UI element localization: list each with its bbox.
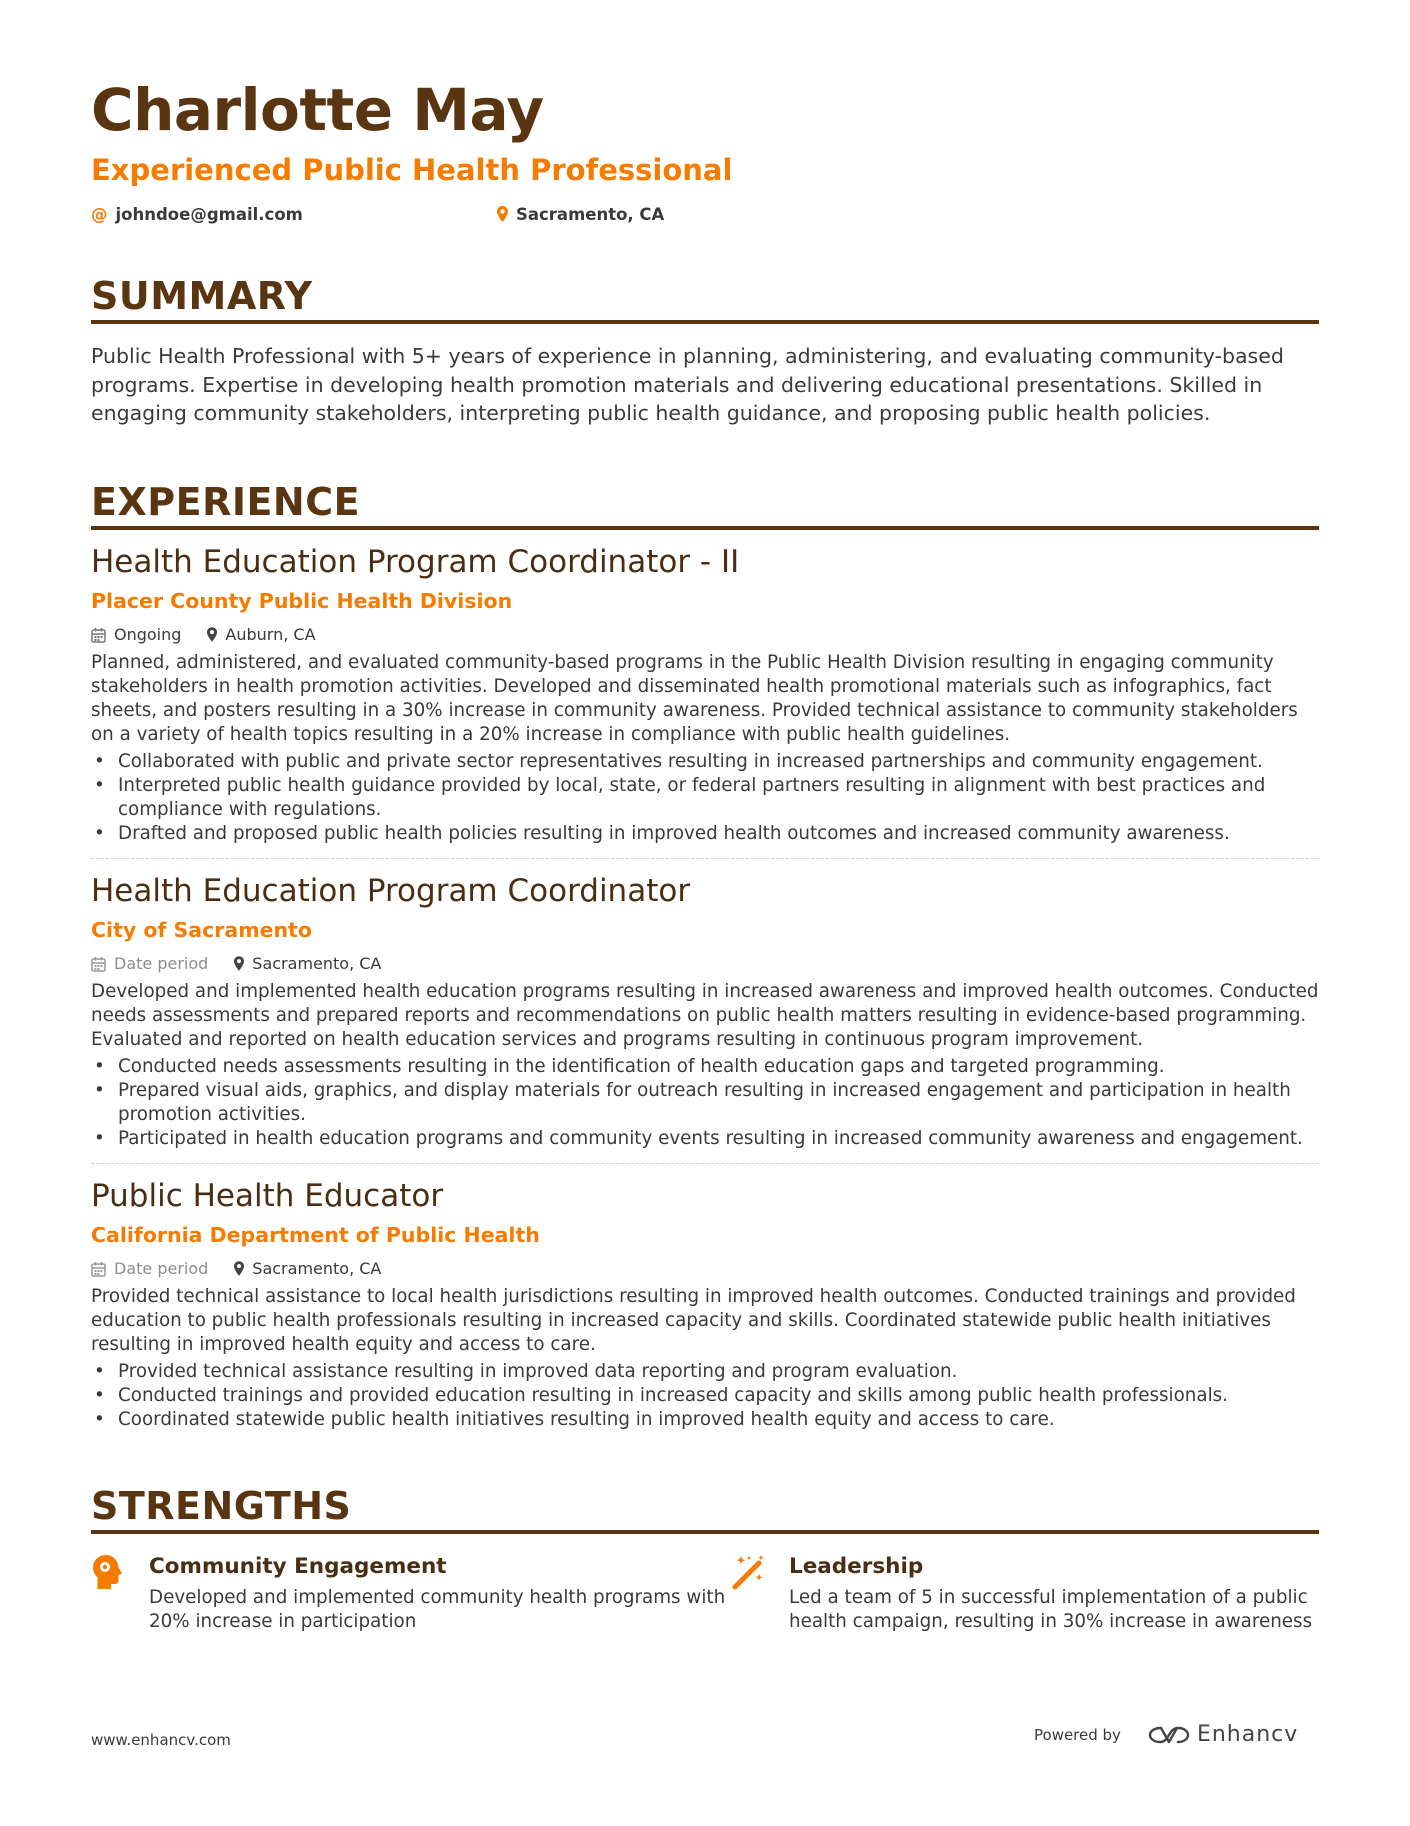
job-description: Provided technical assistance to local health jurisdictions resulting in improved health outcomes. Conducted trainings and provided education to public health professionals resulting in increased capacity and skills. Coordinated statewide public health initiatives resulting in improved health equity and access to care. xyxy=(91,1285,1296,1355)
section-title-experience: EXPERIENCE xyxy=(91,479,361,524)
job-date xyxy=(91,954,208,973)
job-entry xyxy=(91,1176,1319,1432)
job-entry xyxy=(91,542,1319,846)
section-divider xyxy=(91,1530,1319,1534)
job-separator xyxy=(91,858,1319,859)
job-bullets xyxy=(91,750,1319,846)
bullet-item: • Coordinated statewide public health initiatives resulting in improved health equity and access to care. xyxy=(91,1408,1319,1432)
map-pin-icon xyxy=(207,627,217,642)
strength-item xyxy=(91,1552,731,1634)
job-location xyxy=(207,625,315,644)
strength-title: Community Engagement xyxy=(149,1553,447,1579)
map-pin-icon xyxy=(234,1261,244,1276)
bullet-item: • Participated in health education programs and community events resulting in increased community awareness and engagement. xyxy=(91,1127,1319,1151)
at-icon: @ xyxy=(91,204,108,224)
header xyxy=(91,72,1319,226)
bullet-item: • Provided technical assistance resulting in improved data reporting and program evaluation. xyxy=(91,1360,1319,1384)
powered-by-label: Powered by xyxy=(1034,1725,1121,1744)
section-divider xyxy=(91,526,1319,530)
bullet-item: • Interpreted public health guidance provided by local, state, or federal partners resulting in alignment with best practices and compliance with regulations. xyxy=(91,774,1319,822)
strength-item xyxy=(731,1552,1319,1634)
headline: Experienced Public Health Professional xyxy=(91,153,733,187)
bullet-item: • Prepared visual aids, graphics, and display materials for outreach resulting in increased engagement and participation in health promotion activities. xyxy=(91,1079,1319,1127)
calendar-icon xyxy=(91,956,106,972)
calendar-icon xyxy=(91,627,106,643)
summary-section xyxy=(91,272,1319,428)
brand-name: Enhancv xyxy=(1196,1722,1299,1747)
section-divider xyxy=(91,320,1319,324)
contact-row xyxy=(91,202,1319,226)
job-date-text: Date period xyxy=(114,954,209,973)
summary-text: Public Health Professional with 5+ years of experience in planning, administering, and evaluating community-based programs. Expertise in developing health promotion materials and delivering educational presentations. Skilled in engaging community stakeholders, interpreting public health guidance, and proposing public health policies. xyxy=(91,344,1284,425)
company-name: Placer County Public Health Division xyxy=(91,588,513,613)
job-date-text: Date period xyxy=(114,1259,209,1278)
bullet-item: • Drafted and proposed public health policies resulting in improved health outcomes and increased community awareness. xyxy=(91,822,1319,846)
experience-section xyxy=(91,478,1319,1432)
section-title-summary: SUMMARY xyxy=(91,274,313,318)
job-date-text: Ongoing xyxy=(114,625,182,644)
strength-description: Developed and implemented community health programs with 20% increase in participation xyxy=(149,1586,726,1632)
job-description: Planned, administered, and evaluated community-based programs in the Public Health Division resulting in engaging community stakeholders in health promotion activities. Developed and disseminated health promotional materials such as infographics, fact sheets, and posters resulting in a 30% increase in community awareness. Provided technical assistance to community stakeholders on a variety of health topics resulting in a 20% increase in compliance with public health guidelines. xyxy=(91,651,1298,745)
magic-wand-icon xyxy=(731,1552,789,1634)
company-name: City of Sacramento xyxy=(91,917,312,942)
job-location-text: Sacramento, CA xyxy=(252,1259,382,1278)
bullet-item: • Collaborated with public and private sector representatives resulting in increased partnerships and community engagement. xyxy=(91,750,1319,774)
job-date xyxy=(91,625,181,644)
head-profile-icon xyxy=(91,1552,149,1634)
job-entry xyxy=(91,871,1319,1151)
company-name: California Department of Public Health xyxy=(91,1222,540,1247)
enhancv-logo-icon xyxy=(1147,1724,1191,1746)
job-location-text: Sacramento, CA xyxy=(252,954,382,973)
footer-website[interactable]: www.enhancv.com xyxy=(91,1731,231,1749)
job-meta xyxy=(91,953,1319,975)
job-title: Health Education Program Coordinator - II xyxy=(91,543,740,580)
email-text: johndoe@gmail.com xyxy=(115,204,303,224)
map-pin-icon xyxy=(497,206,508,222)
resume-page xyxy=(91,72,1319,1634)
job-meta xyxy=(91,624,1319,646)
job-description: Developed and implemented health education programs resulting in increased awareness and improved health outcomes. Conducted needs assessments and prepared reports and recommendations on public health matters resulting in evidence-based programming. Evaluated and reported on health education services and programs resulting in continuous program improvement. xyxy=(91,980,1319,1050)
job-title: Public Health Educator xyxy=(91,1177,444,1214)
job-bullets xyxy=(91,1055,1319,1151)
map-pin-icon xyxy=(234,956,244,971)
contact-email[interactable] xyxy=(91,205,497,224)
strengths-section xyxy=(91,1482,1319,1634)
job-location xyxy=(234,954,381,973)
bullet-item: • Conducted trainings and provided education resulting in increased capacity and skills among public health professionals. xyxy=(91,1384,1319,1408)
candidate-name: Charlotte May xyxy=(91,76,544,144)
job-separator xyxy=(91,1163,1319,1164)
job-title: Health Education Program Coordinator xyxy=(91,872,691,909)
enhancv-logo[interactable] xyxy=(1147,1722,1298,1747)
strength-title: Leadership xyxy=(789,1553,924,1579)
strength-description: Led a team of 5 in successful implementation of a public health campaign, resulting in 30% increase in awareness xyxy=(789,1586,1313,1632)
strengths-list xyxy=(91,1552,1319,1634)
calendar-icon xyxy=(91,1261,106,1277)
section-title-strengths: STRENGTHS xyxy=(91,1483,352,1528)
footer-branding xyxy=(1034,1722,1298,1747)
contact-location xyxy=(497,205,664,224)
job-date xyxy=(91,1259,208,1278)
job-location-text: Auburn, CA xyxy=(225,625,316,644)
job-bullets xyxy=(91,1360,1319,1432)
bullet-item: • Conducted needs assessments resulting in the identification of health education gaps and targeted programming. xyxy=(91,1055,1319,1079)
location-text: Sacramento, CA xyxy=(516,204,665,224)
job-location xyxy=(234,1259,381,1278)
job-meta xyxy=(91,1258,1319,1280)
